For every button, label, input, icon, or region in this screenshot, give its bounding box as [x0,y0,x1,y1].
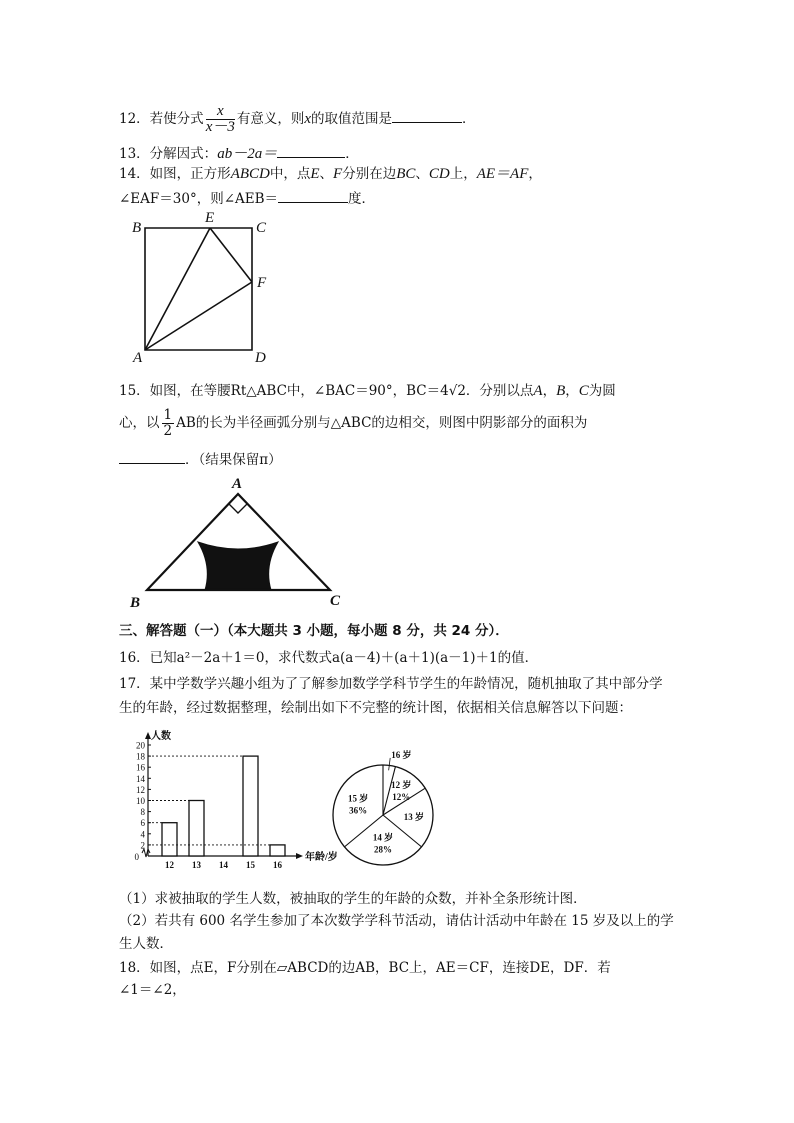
q12-text-c: 的取值范围是 [311,111,393,127]
question-15-line-3 [119,450,282,469]
question-17-line-2: 生的年龄，经过数据整理，绘制出如下不完整的统计图，依据相关信息解答以下问题： [119,700,632,716]
q15-sep2: ， [565,383,579,399]
age-pie-chart [323,749,443,875]
x-tick-label: 16 [273,860,282,870]
label-d: D [255,350,266,366]
pie-slice-percent: 12% [392,791,411,802]
q12-fraction [206,104,235,135]
q14-text-b: 中，点 [269,166,311,182]
pie-slice-label: 12 岁 [391,779,412,790]
q12-var: x [304,111,312,127]
label-e: E [205,210,215,226]
label-c-15: C [330,593,341,609]
label-a: A [133,350,143,366]
y-tick-label: 4 [140,829,145,840]
triangle-abc [147,494,330,590]
q15-frac-den: 2 [163,423,173,439]
bar [243,756,258,856]
q14-text-f: ∠EAF＝30°，则∠AEB＝ [119,191,279,207]
question-14-line-1 [119,165,542,183]
question-15-line-2 [119,408,587,439]
q15-half-fraction [162,408,175,439]
pie-slice-label: 14 岁 [372,832,394,843]
q15-point-c: C [578,383,589,399]
q14-point-e: E [310,166,320,182]
x-axis-label: 年龄/岁 [305,852,338,863]
y-tick-label: 6 [140,818,145,829]
q13-text-a: 13．分解因式： [119,146,218,162]
question-12 [119,104,476,135]
q14-point-f: F [333,166,343,182]
pie-slice-percent: 28% [374,844,392,855]
q14-text-a: 14．如图，正方形 [119,166,231,182]
q14-text-e: ， [528,166,542,182]
q13-expression: ab－2a＝ [217,146,278,162]
question-17-part-1: （1）求被抽取的学生人数，被抽取的学生的年龄的众数，并补全条形统计图． [119,891,587,907]
question-17-part-2: （2）若共有 600 名学生参加了本次数学学科节活动，请估计活动中年龄在 15 岁及以上的学 [119,913,674,929]
q15-point-a: A [533,383,543,399]
q14-side-cd: CD [428,166,450,182]
q12-answer-blank[interactable] [392,109,462,123]
shaded-region [198,542,278,590]
q14-text-d: 上， [449,166,477,182]
q12-text-a: 12．若使分式 [119,111,204,127]
q15-text-b: 为圆 [588,383,616,399]
bar [270,845,285,856]
y-tick-label: 14 [136,773,145,784]
q15-text-c: 心，以 [119,415,160,431]
question-18-line-2: ∠1＝∠2， [119,982,186,998]
q14-text-g: 度． [348,191,376,207]
q15-frac-num: 1 [163,407,173,423]
label-b-15: B [130,595,141,611]
q14-answer-blank[interactable] [278,189,348,203]
q14-side-bc: BC [396,166,416,182]
y-tick-label: 10 [136,796,145,806]
segment-ef [210,228,252,282]
x-axis-arrow [296,853,303,859]
question-17-line-1: 17．某中学数学兴趣小组为了了解参加数学学科节学生的年龄情况，随机抽取了其中部分学 [119,676,663,692]
q14-sep: 、 [319,166,334,182]
question-14-line-2 [119,189,375,208]
x-tick-label: 15 [246,860,255,870]
bar [189,801,204,857]
section-3-heading: 三、解答题（一）（本大题共 3 小题，每小题 8 分，共 24 分）． [119,623,509,639]
q15-point-b: B [556,383,566,399]
bar [162,823,177,856]
question-17-part-2-cont: 生人数． [119,936,173,952]
label-f: F [257,275,267,291]
q15-text-d: AB的长为半径画弧分别与△ABC的边相交，则图中阴影部分的面积为 [176,415,588,431]
question-13 [119,144,359,163]
label-a-15: A [232,476,243,492]
pie-slice-label: 16 岁 [391,749,412,760]
y-tick-label: 8 [140,807,145,818]
y-tick-label: 20 [136,740,145,751]
label-b: B [132,220,142,236]
question-16: 16．已知a²－2a＋1＝0，求代数式a(a－4)＋(a＋1)(a－1)＋1的值． [119,650,539,666]
age-bar-chart [128,718,338,878]
q14-sep2: 、 [415,166,429,182]
origin-label: 0 [134,852,139,862]
segment-ae [145,228,210,350]
pie-slice-percent: 36% [349,805,368,816]
q12-end: ． [462,111,476,127]
q14-text-c: 分别在边 [342,166,397,182]
right-angle-mark [229,504,247,513]
q12-denominator: x－3 [205,119,235,135]
question-18-line-1: 18．如图，点E，F分别在▱ABCD的边AB，BC上，AE＝CF，连接DE，DF．若 [119,960,611,976]
y-tick-label: 16 [136,762,145,773]
square-abcd [145,228,252,350]
question-15-line-1 [119,382,616,400]
y-tick-label: 18 [136,751,145,762]
x-tick-label: 13 [192,860,201,870]
y-axis-label: 人数 [151,731,171,742]
q13-end: ． [345,146,359,162]
x-tick-label: 12 [165,860,174,870]
y-tick-label: 12 [136,784,145,795]
y-tick-label: 2 [140,840,145,851]
segment-af [145,282,252,350]
q15-sep1: ， [542,383,557,399]
q15-text-a: 15．如图，在等腰Rt△ABC中，∠BAC＝90°，BC＝4√2．分别以点 [119,383,534,399]
q15-answer-blank[interactable] [119,450,185,464]
q12-text-b: 有意义，则 [236,111,305,127]
pie-slice-label: 13 岁 [403,811,425,822]
q12-numerator: x [206,104,235,120]
q14-square-name: ABCD [230,166,270,182]
q15-text-e: ．（结果保留π） [185,452,282,468]
pie-slice-label: 15 岁 [347,793,369,804]
x-tick-label: 14 [219,860,228,870]
q13-answer-blank[interactable] [277,144,345,158]
q14-condition: AE＝AF [476,166,529,182]
label-c: C [256,220,267,236]
